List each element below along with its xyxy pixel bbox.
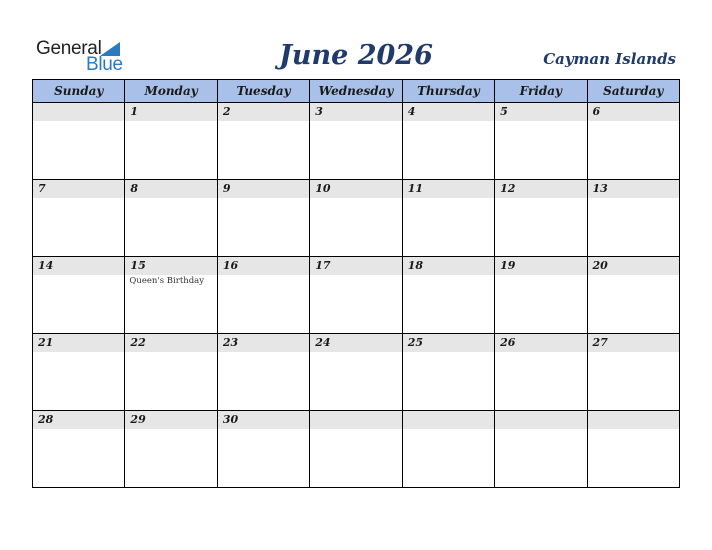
weekday-header-monday: Monday: [125, 80, 217, 103]
day-number: 11: [403, 180, 494, 198]
weekday-header-thursday: Thursday: [402, 80, 494, 103]
weekday-header-friday: Friday: [495, 80, 587, 103]
calendar-grid: [32, 79, 680, 488]
day-number: 12: [495, 180, 586, 198]
day-cell: [310, 180, 402, 257]
day-number: [310, 411, 401, 429]
day-cell: [33, 180, 125, 257]
day-cell: [402, 103, 494, 180]
weekday-header-tuesday: Tuesday: [217, 80, 309, 103]
day-cell: [495, 334, 587, 411]
day-cell: [310, 334, 402, 411]
day-cell: [33, 257, 125, 334]
day-number: 27: [588, 334, 679, 352]
calendar-body: [33, 103, 680, 488]
day-cell: [217, 334, 309, 411]
day-cell: [217, 257, 309, 334]
day-cell: [125, 334, 217, 411]
logo-text-blue: Blue: [86, 54, 123, 75]
day-cell: [495, 257, 587, 334]
day-number: 20: [588, 257, 679, 275]
week-row: [33, 257, 680, 334]
day-cell: [587, 411, 679, 488]
day-number: 28: [33, 411, 124, 429]
weekday-header-saturday: Saturday: [587, 80, 679, 103]
generalblue-logo: [36, 38, 136, 78]
day-number: 6: [588, 103, 679, 121]
day-number: 9: [218, 180, 309, 198]
day-number: 29: [125, 411, 216, 429]
day-cell: [310, 411, 402, 488]
day-number: 4: [403, 103, 494, 121]
day-number: 2: [218, 103, 309, 121]
day-number: [403, 411, 494, 429]
day-number: 22: [125, 334, 216, 352]
day-cell: [587, 180, 679, 257]
day-cell: [217, 103, 309, 180]
day-number: 30: [218, 411, 309, 429]
week-row: [33, 103, 680, 180]
day-cell: [33, 411, 125, 488]
day-cell: [125, 257, 217, 334]
day-number: 7: [33, 180, 124, 198]
day-number: 3: [310, 103, 401, 121]
weekday-header-row: [33, 80, 680, 103]
day-number: 1: [125, 103, 216, 121]
day-cell: [495, 180, 587, 257]
day-cell: [125, 180, 217, 257]
day-cell: [587, 257, 679, 334]
day-number: 15: [125, 257, 216, 275]
day-cell: [402, 180, 494, 257]
day-cell: [125, 103, 217, 180]
day-number: 24: [310, 334, 401, 352]
calendar-title: June 2026: [279, 40, 433, 71]
day-cell: [310, 257, 402, 334]
day-cell: [310, 103, 402, 180]
day-number: 19: [495, 257, 586, 275]
day-number: 13: [588, 180, 679, 198]
day-number: [495, 411, 586, 429]
day-cell: [217, 411, 309, 488]
day-number: 26: [495, 334, 586, 352]
day-cell: [495, 103, 587, 180]
week-row: [33, 411, 680, 488]
region-label: Cayman Islands: [543, 50, 676, 68]
day-number: 23: [218, 334, 309, 352]
day-cell: [495, 411, 587, 488]
day-cell: [402, 411, 494, 488]
weekday-header-wednesday: Wednesday: [310, 80, 402, 103]
week-row: [33, 180, 680, 257]
day-number: 5: [495, 103, 586, 121]
day-cell: [217, 180, 309, 257]
day-cell: [402, 257, 494, 334]
day-number: 8: [125, 180, 216, 198]
holiday-label: Queen's Birthday: [129, 276, 205, 286]
day-cell: [402, 334, 494, 411]
day-number: 25: [403, 334, 494, 352]
day-number: 18: [403, 257, 494, 275]
day-cell: [587, 334, 679, 411]
day-number: 17: [310, 257, 401, 275]
day-cell: [33, 334, 125, 411]
day-number: [588, 411, 679, 429]
day-number: 16: [218, 257, 309, 275]
day-cell: [33, 103, 125, 180]
day-cell: [587, 103, 679, 180]
day-number: 21: [33, 334, 124, 352]
day-number: [33, 103, 124, 121]
day-number: 10: [310, 180, 401, 198]
day-cell: [125, 411, 217, 488]
weekday-header-sunday: Sunday: [33, 80, 125, 103]
logo-text-general: General: [36, 38, 102, 59]
week-row: [33, 334, 680, 411]
day-number: 14: [33, 257, 124, 275]
